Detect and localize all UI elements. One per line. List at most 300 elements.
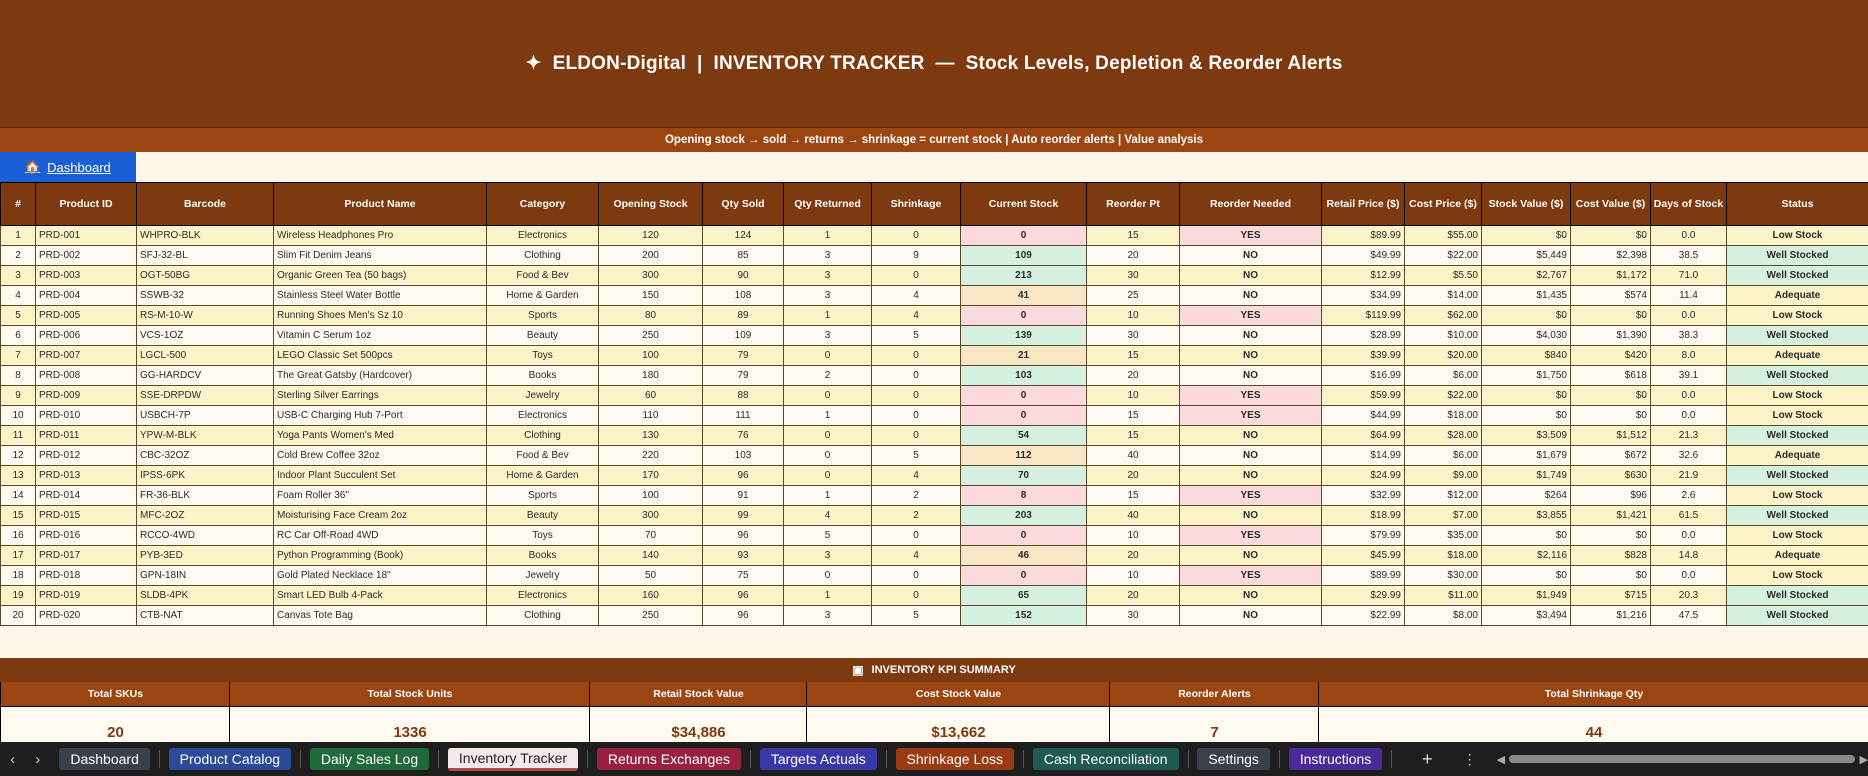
table-cell[interactable]: 70 — [599, 526, 703, 546]
table-cell[interactable]: $96 — [1571, 486, 1651, 506]
table-cell[interactable]: $39.99 — [1322, 346, 1405, 366]
table-cell[interactable]: 4 — [872, 546, 961, 566]
table-row[interactable] — [1, 366, 1868, 386]
table-cell[interactable]: 3 — [784, 266, 872, 286]
table-row[interactable] — [1, 406, 1868, 426]
table-cell[interactable]: Well Stocked — [1727, 266, 1868, 286]
table-cell[interactable]: 0 — [961, 226, 1087, 246]
table-cell[interactable]: 0 — [872, 386, 961, 406]
table-cell[interactable]: 0.0 — [1651, 526, 1727, 546]
table-cell[interactable]: 40 — [1087, 506, 1180, 526]
table-cell[interactable]: LGCL-500 — [137, 346, 274, 366]
table-cell[interactable]: 30 — [1087, 606, 1180, 626]
table-cell[interactable]: 11.4 — [1651, 286, 1727, 306]
table-cell[interactable]: Jewelry — [487, 566, 599, 586]
table-cell[interactable]: Sterling Silver Earrings — [274, 386, 487, 406]
table-cell[interactable]: Adequate — [1727, 286, 1868, 306]
table-cell[interactable]: $0 — [1571, 566, 1651, 586]
table-cell[interactable]: 50 — [599, 566, 703, 586]
table-cell[interactable]: $12.99 — [1322, 266, 1405, 286]
table-cell[interactable]: 120 — [599, 226, 703, 246]
table-row[interactable] — [1, 386, 1868, 406]
table-cell[interactable]: 8 — [961, 486, 1087, 506]
table-cell[interactable]: 2 — [1, 246, 36, 266]
table-cell[interactable]: Books — [487, 546, 599, 566]
table-cell[interactable]: YES — [1180, 526, 1322, 546]
table-cell[interactable]: 15 — [1087, 346, 1180, 366]
table-cell[interactable]: 3 — [784, 326, 872, 346]
table-cell[interactable]: 0 — [961, 406, 1087, 426]
table-cell[interactable]: Books — [487, 366, 599, 386]
table-cell[interactable]: PRD-018 — [36, 566, 137, 586]
horizontal-scrollbar[interactable] — [1509, 755, 1855, 763]
table-cell[interactable]: 89 — [703, 306, 784, 326]
table-cell[interactable]: 99 — [703, 506, 784, 526]
table-cell[interactable]: 111 — [703, 406, 784, 426]
sheet-tab[interactable]: Returns Exchanges — [597, 748, 741, 770]
table-cell[interactable]: Beauty — [487, 506, 599, 526]
table-cell[interactable]: 20 — [1087, 466, 1180, 486]
table-cell[interactable]: 4 — [872, 286, 961, 306]
table-cell[interactable]: 1 — [784, 486, 872, 506]
table-cell[interactable]: 8 — [1, 366, 36, 386]
table-cell[interactable]: $6.00 — [1405, 366, 1482, 386]
table-cell[interactable]: 5 — [872, 446, 961, 466]
column-header[interactable]: Product Name — [274, 183, 487, 226]
table-cell[interactable]: $0 — [1482, 526, 1571, 546]
table-cell[interactable]: Electronics — [487, 406, 599, 426]
column-header[interactable]: # — [1, 183, 36, 226]
table-cell[interactable]: 5 — [872, 326, 961, 346]
table-cell[interactable]: 5 — [784, 526, 872, 546]
table-cell[interactable]: Well Stocked — [1727, 606, 1868, 626]
table-cell[interactable]: Python Programming (Book) — [274, 546, 487, 566]
table-cell[interactable]: NO — [1180, 246, 1322, 266]
table-cell[interactable]: $18.00 — [1405, 406, 1482, 426]
table-cell[interactable]: 41 — [961, 286, 1087, 306]
column-header[interactable]: Stock Value ($) — [1482, 183, 1571, 226]
table-cell[interactable]: 112 — [961, 446, 1087, 466]
table-cell[interactable]: $1,216 — [1571, 606, 1651, 626]
table-cell[interactable]: $0 — [1482, 306, 1571, 326]
column-header[interactable]: Current Stock — [961, 183, 1087, 226]
table-cell[interactable]: 2 — [872, 506, 961, 526]
table-cell[interactable]: $8.00 — [1405, 606, 1482, 626]
sheet-tab[interactable]: Instructions — [1289, 748, 1383, 770]
table-cell[interactable]: 19 — [1, 586, 36, 606]
more-options-icon[interactable]: ⋮ — [1462, 750, 1477, 767]
add-sheet-icon[interactable]: + — [1422, 748, 1433, 769]
table-cell[interactable]: 10 — [1087, 566, 1180, 586]
table-cell[interactable]: Toys — [487, 346, 599, 366]
table-cell[interactable]: 96 — [703, 466, 784, 486]
table-cell[interactable]: USB-C Charging Hub 7-Port — [274, 406, 487, 426]
table-cell[interactable]: 124 — [703, 226, 784, 246]
table-cell[interactable]: $64.99 — [1322, 426, 1405, 446]
table-cell[interactable]: SSWB-32 — [137, 286, 274, 306]
table-cell[interactable]: 2.6 — [1651, 486, 1727, 506]
table-cell[interactable]: $29.99 — [1322, 586, 1405, 606]
sheet-tab[interactable]: Product Catalog — [169, 748, 291, 770]
table-cell[interactable]: 170 — [599, 466, 703, 486]
table-cell[interactable]: 20 — [1087, 366, 1180, 386]
table-cell[interactable]: 60 — [599, 386, 703, 406]
table-cell[interactable]: 0 — [961, 306, 1087, 326]
table-cell[interactable]: $828 — [1571, 546, 1651, 566]
table-cell[interactable]: 12 — [1, 446, 36, 466]
table-cell[interactable]: 88 — [703, 386, 784, 406]
table-cell[interactable]: $672 — [1571, 446, 1651, 466]
table-cell[interactable]: 3 — [784, 286, 872, 306]
table-cell[interactable]: 8.0 — [1651, 346, 1727, 366]
table-cell[interactable]: $6.00 — [1405, 446, 1482, 466]
table-cell[interactable]: Vitamin C Serum 1oz — [274, 326, 487, 346]
sheet-tab[interactable]: Daily Sales Log — [310, 748, 429, 770]
table-cell[interactable]: Clothing — [487, 606, 599, 626]
table-cell[interactable]: Low Stock — [1727, 406, 1868, 426]
table-cell[interactable]: Home & Garden — [487, 286, 599, 306]
table-cell[interactable]: $0 — [1482, 406, 1571, 426]
table-cell[interactable]: 0 — [872, 406, 961, 426]
table-cell[interactable]: 103 — [703, 446, 784, 466]
table-cell[interactable]: $3,494 — [1482, 606, 1571, 626]
table-cell[interactable]: SSE-DRPDW — [137, 386, 274, 406]
table-cell[interactable]: Low Stock — [1727, 306, 1868, 326]
table-cell[interactable]: NO — [1180, 586, 1322, 606]
table-cell[interactable]: Wireless Headphones Pro — [274, 226, 487, 246]
table-cell[interactable]: 150 — [599, 286, 703, 306]
table-cell[interactable]: 109 — [961, 246, 1087, 266]
table-cell[interactable]: Food & Bev — [487, 446, 599, 466]
table-cell[interactable]: 40 — [1087, 446, 1180, 466]
table-cell[interactable]: 91 — [703, 486, 784, 506]
table-cell[interactable]: 0.0 — [1651, 406, 1727, 426]
table-cell[interactable]: NO — [1180, 326, 1322, 346]
table-cell[interactable]: $0 — [1571, 386, 1651, 406]
table-cell[interactable]: 76 — [703, 426, 784, 446]
table-cell[interactable]: $55.00 — [1405, 226, 1482, 246]
table-cell[interactable]: 1 — [784, 306, 872, 326]
table-cell[interactable]: 79 — [703, 346, 784, 366]
table-cell[interactable]: 0.0 — [1651, 386, 1727, 406]
table-cell[interactable]: 0 — [872, 566, 961, 586]
table-cell[interactable]: $22.00 — [1405, 386, 1482, 406]
column-header[interactable]: Reorder Pt — [1087, 183, 1180, 226]
table-cell[interactable]: 300 — [599, 506, 703, 526]
table-cell[interactable]: PRD-007 — [36, 346, 137, 366]
table-cell[interactable]: USBCH-7P — [137, 406, 274, 426]
table-cell[interactable]: Organic Green Tea (50 bags) — [274, 266, 487, 286]
table-cell[interactable]: 90 — [703, 266, 784, 286]
table-cell[interactable]: 4 — [1, 286, 36, 306]
table-cell[interactable]: SFJ-32-BL — [137, 246, 274, 266]
table-cell[interactable]: 32.6 — [1651, 446, 1727, 466]
table-cell[interactable]: MFC-2OZ — [137, 506, 274, 526]
table-cell[interactable]: 0 — [961, 526, 1087, 546]
table-cell[interactable]: 300 — [599, 266, 703, 286]
table-cell[interactable]: 75 — [703, 566, 784, 586]
table-cell[interactable]: 103 — [961, 366, 1087, 386]
table-cell[interactable]: 200 — [599, 246, 703, 266]
table-cell[interactable]: 18 — [1, 566, 36, 586]
table-cell[interactable]: 85 — [703, 246, 784, 266]
sheet-tab[interactable]: Dashboard — [59, 748, 150, 770]
table-cell[interactable]: $44.99 — [1322, 406, 1405, 426]
table-cell[interactable]: 54 — [961, 426, 1087, 446]
table-cell[interactable]: $30.00 — [1405, 566, 1482, 586]
table-cell[interactable]: Well Stocked — [1727, 326, 1868, 346]
table-cell[interactable]: 160 — [599, 586, 703, 606]
table-cell[interactable]: Slim Fit Denim Jeans — [274, 246, 487, 266]
table-cell[interactable]: 10 — [1087, 306, 1180, 326]
table-cell[interactable]: PRD-003 — [36, 266, 137, 286]
table-cell[interactable]: $16.99 — [1322, 366, 1405, 386]
table-cell[interactable]: 21.9 — [1651, 466, 1727, 486]
table-cell[interactable]: $5.50 — [1405, 266, 1482, 286]
table-cell[interactable]: $11.00 — [1405, 586, 1482, 606]
table-row[interactable] — [1, 506, 1868, 526]
table-cell[interactable]: 0 — [872, 226, 961, 246]
table-cell[interactable]: 3 — [1, 266, 36, 286]
table-cell[interactable]: 220 — [599, 446, 703, 466]
table-cell[interactable]: NO — [1180, 606, 1322, 626]
table-row[interactable] — [1, 586, 1868, 606]
table-cell[interactable]: RS-M-10-W — [137, 306, 274, 326]
table-cell[interactable]: PRD-004 — [36, 286, 137, 306]
column-header[interactable]: Status — [1727, 183, 1868, 226]
table-cell[interactable]: Adequate — [1727, 446, 1868, 466]
table-cell[interactable]: Low Stock — [1727, 526, 1868, 546]
table-cell[interactable]: $10.00 — [1405, 326, 1482, 346]
table-cell[interactable]: PRD-016 — [36, 526, 137, 546]
table-cell[interactable]: NO — [1180, 446, 1322, 466]
table-cell[interactable]: LEGO Classic Set 500pcs — [274, 346, 487, 366]
table-cell[interactable]: 15 — [1087, 426, 1180, 446]
table-cell[interactable]: 17 — [1, 546, 36, 566]
table-cell[interactable]: 0.0 — [1651, 226, 1727, 246]
table-row[interactable] — [1, 486, 1868, 506]
table-cell[interactable]: 38.5 — [1651, 246, 1727, 266]
table-cell[interactable]: 96 — [703, 586, 784, 606]
table-cell[interactable]: IPSS-6PK — [137, 466, 274, 486]
table-cell[interactable]: 61.5 — [1651, 506, 1727, 526]
table-cell[interactable]: $0 — [1571, 406, 1651, 426]
table-cell[interactable]: $1,435 — [1482, 286, 1571, 306]
table-cell[interactable]: $1,679 — [1482, 446, 1571, 466]
column-header[interactable]: Category — [487, 183, 599, 226]
table-cell[interactable]: 0 — [872, 586, 961, 606]
column-header[interactable]: Cost Price ($) — [1405, 183, 1482, 226]
table-row[interactable] — [1, 346, 1868, 366]
table-cell[interactable]: 15 — [1087, 406, 1180, 426]
table-row[interactable] — [1, 526, 1868, 546]
table-cell[interactable]: $0 — [1571, 526, 1651, 546]
table-row[interactable] — [1, 226, 1868, 246]
table-row[interactable] — [1, 546, 1868, 566]
table-cell[interactable]: $3,509 — [1482, 426, 1571, 446]
table-cell[interactable]: PRD-010 — [36, 406, 137, 426]
table-cell[interactable]: 250 — [599, 606, 703, 626]
table-cell[interactable]: Jewelry — [487, 386, 599, 406]
column-header[interactable]: Opening Stock — [599, 183, 703, 226]
table-cell[interactable]: 180 — [599, 366, 703, 386]
table-cell[interactable]: YES — [1180, 406, 1322, 426]
table-cell[interactable]: 20.3 — [1651, 586, 1727, 606]
kpi-value[interactable]: 20 — [1, 707, 230, 743]
table-cell[interactable]: $618 — [1571, 366, 1651, 386]
table-cell[interactable]: 39.1 — [1651, 366, 1727, 386]
table-cell[interactable]: $0 — [1482, 386, 1571, 406]
table-cell[interactable]: 0 — [961, 566, 1087, 586]
table-row[interactable] — [1, 426, 1868, 446]
table-cell[interactable]: 30 — [1087, 326, 1180, 346]
table-cell[interactable]: 213 — [961, 266, 1087, 286]
table-cell[interactable]: 4 — [872, 306, 961, 326]
table-cell[interactable]: Beauty — [487, 326, 599, 346]
table-cell[interactable]: NO — [1180, 466, 1322, 486]
table-cell[interactable]: $1,750 — [1482, 366, 1571, 386]
table-cell[interactable]: YES — [1180, 386, 1322, 406]
table-cell[interactable]: $7.00 — [1405, 506, 1482, 526]
table-cell[interactable]: $14.99 — [1322, 446, 1405, 466]
table-cell[interactable]: $5,449 — [1482, 246, 1571, 266]
table-cell[interactable]: 0 — [784, 346, 872, 366]
table-row[interactable] — [1, 266, 1868, 286]
table-cell[interactable]: 6 — [1, 326, 36, 346]
table-cell[interactable]: GPN-18IN — [137, 566, 274, 586]
table-cell[interactable]: RC Car Off-Road 4WD — [274, 526, 487, 546]
table-cell[interactable]: $18.00 — [1405, 546, 1482, 566]
table-cell[interactable]: 109 — [703, 326, 784, 346]
kpi-value[interactable]: $34,886 — [590, 707, 807, 743]
table-cell[interactable]: $14.00 — [1405, 286, 1482, 306]
table-cell[interactable]: $840 — [1482, 346, 1571, 366]
table-cell[interactable]: 15 — [1087, 226, 1180, 246]
table-cell[interactable]: $22.99 — [1322, 606, 1405, 626]
table-cell[interactable]: $18.99 — [1322, 506, 1405, 526]
table-cell[interactable]: Yoga Pants Women's Med — [274, 426, 487, 446]
table-cell[interactable]: $2,398 — [1571, 246, 1651, 266]
table-cell[interactable]: $22.00 — [1405, 246, 1482, 266]
table-cell[interactable]: 5 — [1, 306, 36, 326]
table-cell[interactable]: $630 — [1571, 466, 1651, 486]
table-cell[interactable]: 16 — [1, 526, 36, 546]
kpi-value[interactable]: 7 — [1110, 707, 1319, 743]
table-cell[interactable]: FR-36-BLK — [137, 486, 274, 506]
table-cell[interactable]: YES — [1180, 566, 1322, 586]
table-cell[interactable]: NO — [1180, 506, 1322, 526]
table-cell[interactable]: 0 — [784, 566, 872, 586]
table-cell[interactable]: 203 — [961, 506, 1087, 526]
table-cell[interactable]: Sports — [487, 306, 599, 326]
table-cell[interactable]: $420 — [1571, 346, 1651, 366]
table-cell[interactable]: $715 — [1571, 586, 1651, 606]
table-cell[interactable]: 9 — [1, 386, 36, 406]
table-cell[interactable]: GG-HARDCV — [137, 366, 274, 386]
table-cell[interactable]: PRD-005 — [36, 306, 137, 326]
table-cell[interactable]: 1 — [784, 586, 872, 606]
table-cell[interactable]: $35.00 — [1405, 526, 1482, 546]
table-cell[interactable]: 10 — [1087, 386, 1180, 406]
dashboard-link-button[interactable] — [0, 152, 136, 182]
table-cell[interactable]: Cold Brew Coffee 32oz — [274, 446, 487, 466]
table-cell[interactable]: 1 — [784, 406, 872, 426]
table-cell[interactable]: $119.99 — [1322, 306, 1405, 326]
table-cell[interactable]: 9 — [872, 246, 961, 266]
table-cell[interactable]: Clothing — [487, 426, 599, 446]
table-cell[interactable]: NO — [1180, 426, 1322, 446]
table-cell[interactable]: $89.99 — [1322, 566, 1405, 586]
table-cell[interactable]: YES — [1180, 226, 1322, 246]
table-cell[interactable]: Stainless Steel Water Bottle — [274, 286, 487, 306]
table-cell[interactable]: Well Stocked — [1727, 506, 1868, 526]
table-cell[interactable]: 0 — [784, 426, 872, 446]
column-header[interactable]: Cost Value ($) — [1571, 183, 1651, 226]
table-cell[interactable]: 4 — [784, 506, 872, 526]
column-header[interactable]: Barcode — [137, 183, 274, 226]
table-cell[interactable]: Clothing — [487, 246, 599, 266]
column-header[interactable]: Retail Price ($) — [1322, 183, 1405, 226]
table-cell[interactable]: 15 — [1, 506, 36, 526]
table-cell[interactable]: 80 — [599, 306, 703, 326]
table-cell[interactable]: 20 — [1, 606, 36, 626]
table-cell[interactable]: $24.99 — [1322, 466, 1405, 486]
table-cell[interactable]: 140 — [599, 546, 703, 566]
table-cell[interactable]: $0 — [1482, 226, 1571, 246]
table-cell[interactable]: PRD-008 — [36, 366, 137, 386]
table-cell[interactable]: NO — [1180, 286, 1322, 306]
table-cell[interactable]: 47.5 — [1651, 606, 1727, 626]
table-cell[interactable]: 14 — [1, 486, 36, 506]
scroll-left-icon[interactable]: ◀ — [1496, 753, 1506, 766]
table-cell[interactable]: The Great Gatsby (Hardcover) — [274, 366, 487, 386]
table-cell[interactable]: 5 — [872, 606, 961, 626]
sheet-tab[interactable]: Inventory Tracker — [448, 748, 578, 771]
table-cell[interactable]: 110 — [599, 406, 703, 426]
column-header[interactable]: Reorder Needed — [1180, 183, 1322, 226]
table-cell[interactable]: PRD-013 — [36, 466, 137, 486]
table-cell[interactable]: $12.00 — [1405, 486, 1482, 506]
table-cell[interactable]: 11 — [1, 426, 36, 446]
table-cell[interactable]: Electronics — [487, 226, 599, 246]
table-cell[interactable]: 0 — [784, 386, 872, 406]
table-cell[interactable]: 20 — [1087, 546, 1180, 566]
table-cell[interactable]: $264 — [1482, 486, 1571, 506]
table-cell[interactable]: $1,390 — [1571, 326, 1651, 346]
table-cell[interactable]: 21.3 — [1651, 426, 1727, 446]
table-cell[interactable]: $0 — [1571, 226, 1651, 246]
table-cell[interactable]: 21 — [961, 346, 1087, 366]
table-cell[interactable]: $1,421 — [1571, 506, 1651, 526]
table-cell[interactable]: $32.99 — [1322, 486, 1405, 506]
table-cell[interactable]: 15 — [1087, 486, 1180, 506]
table-cell[interactable]: 2 — [784, 366, 872, 386]
table-cell[interactable]: $9.00 — [1405, 466, 1482, 486]
table-cell[interactable]: 79 — [703, 366, 784, 386]
table-cell[interactable]: 30 — [1087, 266, 1180, 286]
table-cell[interactable]: 4 — [872, 466, 961, 486]
table-cell[interactable]: 93 — [703, 546, 784, 566]
table-cell[interactable]: PRD-001 — [36, 226, 137, 246]
table-cell[interactable]: PRD-015 — [36, 506, 137, 526]
sheet-tab[interactable]: Shrinkage Loss — [896, 748, 1015, 770]
table-cell[interactable]: PRD-011 — [36, 426, 137, 446]
table-cell[interactable]: 3 — [784, 606, 872, 626]
table-cell[interactable]: $3,855 — [1482, 506, 1571, 526]
next-sheet-arrow-icon[interactable]: › — [35, 750, 41, 768]
table-cell[interactable]: YES — [1180, 306, 1322, 326]
table-cell[interactable]: NO — [1180, 366, 1322, 386]
